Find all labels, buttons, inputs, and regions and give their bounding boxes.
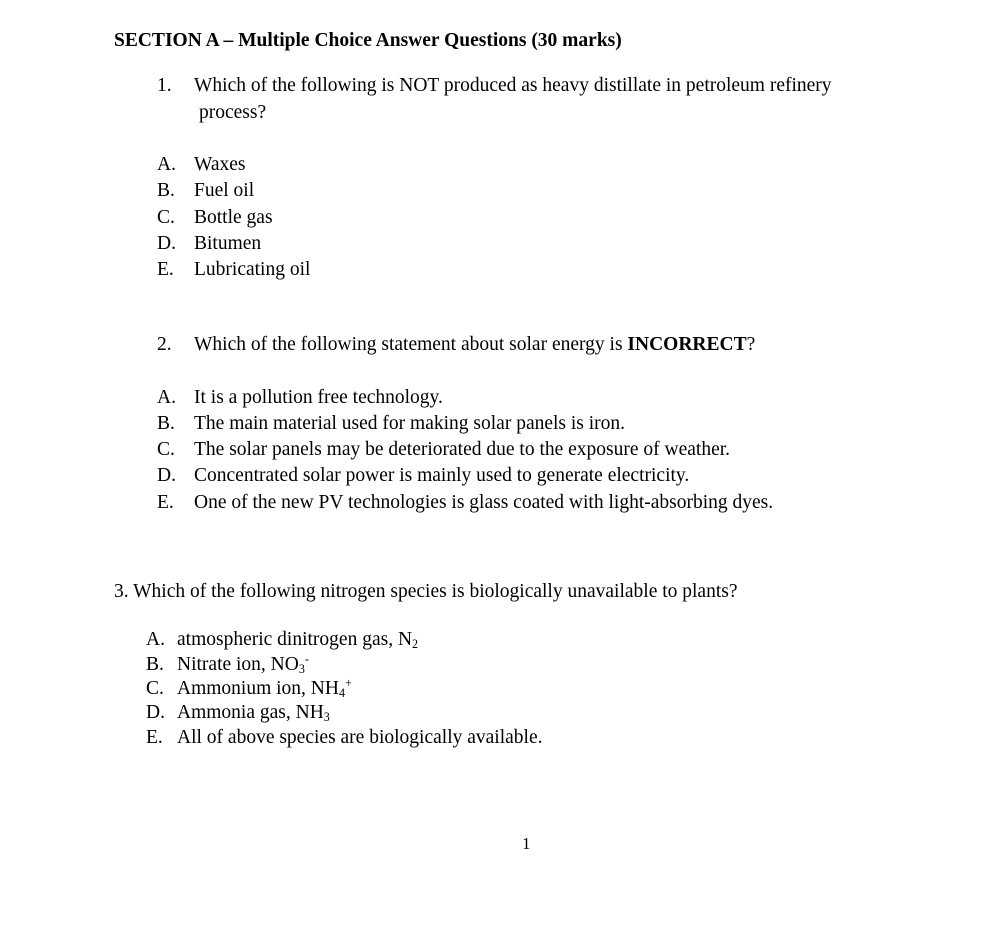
option-letter: B.	[157, 180, 175, 201]
option-text: Bottle gas	[194, 207, 273, 228]
option-letter: D.	[146, 702, 165, 723]
option-letter: C.	[157, 439, 175, 460]
question-3-text: 3. Which of the following nitrogen species is biologically unavailable to plants?	[114, 581, 738, 602]
option-letter: B.	[157, 413, 175, 434]
option-text: The solar panels may be deteriorated due to the exposure of weather.	[194, 439, 731, 460]
question-1-text-line-2: process?	[199, 102, 267, 123]
option-letter: C.	[146, 678, 164, 699]
question-2-text-after: ?	[746, 334, 756, 355]
option-letter: A.	[157, 387, 176, 408]
option-body: Ammonia gas, NH	[177, 702, 324, 723]
question-1-text-line-1: Which of the following is NOT produced as heavy distillate in petroleum refinery	[194, 75, 832, 96]
option-letter: E.	[157, 492, 174, 513]
option-letter: C.	[157, 207, 175, 228]
option-text: One of the new PV technologies is glass coated with light-absorbing dyes.	[194, 492, 774, 513]
question-2-number: 2.	[157, 334, 172, 355]
option-text	[177, 703, 330, 723]
section-heading: SECTION A – Multiple Choice Answer Questions (30 marks)	[114, 30, 622, 51]
option-text: It is a pollution free technology.	[194, 387, 443, 408]
option-letter: E.	[157, 259, 174, 280]
option-letter: D.	[157, 465, 176, 486]
option-letter: B.	[146, 654, 164, 675]
option-subscript: 4	[338, 686, 346, 701]
option-text	[177, 630, 418, 650]
option-letter: A.	[146, 629, 165, 650]
option-text: Concentrated solar power is mainly used to generate electricity.	[194, 465, 690, 486]
option-text	[177, 676, 352, 701]
option-superscript: -	[304, 652, 309, 667]
option-text: All of above species are biologically available.	[177, 727, 543, 748]
option-subscript: 3	[323, 710, 330, 725]
option-text: Waxes	[194, 154, 246, 175]
option-body: Nitrate ion, NO	[177, 654, 299, 675]
option-body: Ammonium ion, NH	[177, 678, 339, 699]
option-superscript: +	[345, 676, 352, 691]
question-1-number: 1.	[157, 75, 172, 96]
option-subscript: 2	[412, 637, 419, 652]
question-2-text-before: Which of the following statement about solar energy is	[194, 334, 628, 355]
option-text: Fuel oil	[194, 180, 255, 201]
option-letter: A.	[157, 154, 176, 175]
question-2-emphasis: INCORRECT	[627, 334, 747, 355]
option-letter: D.	[157, 233, 176, 254]
option-subscript: 3	[298, 662, 305, 677]
page-number: 1	[522, 834, 531, 853]
option-text	[177, 652, 309, 677]
option-letter: E.	[146, 727, 163, 748]
option-text: The main material used for making solar panels is iron.	[194, 413, 626, 434]
option-text: Bitumen	[194, 233, 262, 254]
option-text: Lubricating oil	[194, 259, 311, 280]
option-body: atmospheric dinitrogen gas, N	[177, 629, 413, 650]
question-2-text	[194, 335, 755, 355]
